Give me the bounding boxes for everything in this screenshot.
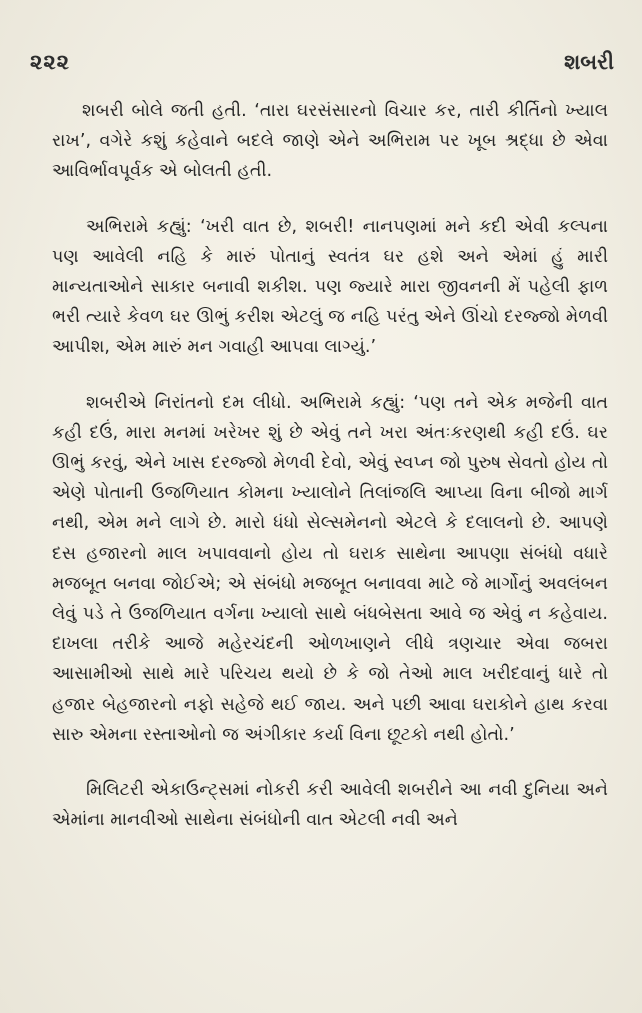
paragraph: મિલિટરી એકાઉન્ટ્સમાં નોકરી કરી આવેલી શબરીને આ નવી દુનિયા અને એમાંના માનવીઓ સાથેના સંબંધોની વાત એટલી નવી અને — [52, 780, 608, 831]
paragraph: શબરી બોલે જતી હતી. ‘તારા ઘરસંસારનો વિચાર કર, તારી કીર્તિનો ખ્યાલ રાખ’, વગેરે કશું કહેવાને બદલે જાણે એને અભિરામ પર ખૂબ શ્રદ્ધા છે એવા આવિર્ભાવપૂર્વક એ બોલતી હતી. — [52, 101, 608, 182]
paragraph: શબરીએ નિરાંતનો દમ લીધો. અભિરામે કહ્યું: ‘પણ તને એક મજેની વાત કહી દઉં, મારા મનમાં ખરેખર શું છે એવું તને ખરા અંતઃકરણથી કહી દઉં. ઘર ઊભું કરવું, એને ખાસ દરજ્જો મેળવી દેવો, એવું સ્વપ્ન જો પુરુષ સેવતો હોય તો એણે પોતાની ઉજળિયાત કોમના ખ્યાલોને તિલાંજલિ આપ્યા વિના બીજો માર્ગ નથી, એમ મને લાગે છે. મારો ધંધો સેલ્સમેનનો એટલે કે દલાલનો છે. આપણે દસ હજારનો માલ ખપાવવાનો હોય તો ઘરાક સાથેના આપણા સંબંધો વધારે મજબૂત બનવા જોઈએ; એ સંબંધો મજબૂત બનાવવા માટે જે માર્ગોનું અવલંબન લેવું પડે તે ઉજળિયાત વર્ગના ખ્યાલો સાથે બંધબેસતા આવે જ એવું ન કહેવાય. દાખલા તરીકે આજે મહેરચંદની ઓળખાણને લીધે ત્રણચાર એવા જબરા આસામીઓ સાથે મારે પરિચય થયો છે કે જો તેઓ માલ ખરીદવાનું ધારે તો હજાર બેહજારનો નફો સહેજે થઈ જાય. અને પછી આવા ઘરાકોને હાથ કરવા સારુ એમના રસ્તાઓનો જ અંગીકાર કર્યા વિના છૂટકો નથી હોતો.’ — [52, 392, 608, 745]
running-head — [0, 50, 642, 90]
page-number: ૨૨૨ — [30, 50, 70, 74]
paragraph: અભિરામે કહ્યું: ‘ખરી વાત છે, શબરી! નાનપણમાં મને કદી એવી કલ્પના પણ આવેલી નહિ કે મારું પોતાનું સ્વતંત્ર ઘર હશે અને એમાં હું મારી માન્યતાઓને સાકાર બનાવી શકીશ. પણ જ્યારે મારા જીવનની મેં પહેલી ફાળ ભરી ત્યારે કેવળ ઘર ઊભું કરીશ એટલું જ નહિ પરંતુ એને ઊંચો દરજ્જો મેળવી આપીશ, એમ મારું મન ગવાહી આપવા લાગ્યું.’ — [52, 216, 608, 358]
body-text — [52, 96, 608, 860]
running-title: શબરી — [564, 50, 614, 74]
